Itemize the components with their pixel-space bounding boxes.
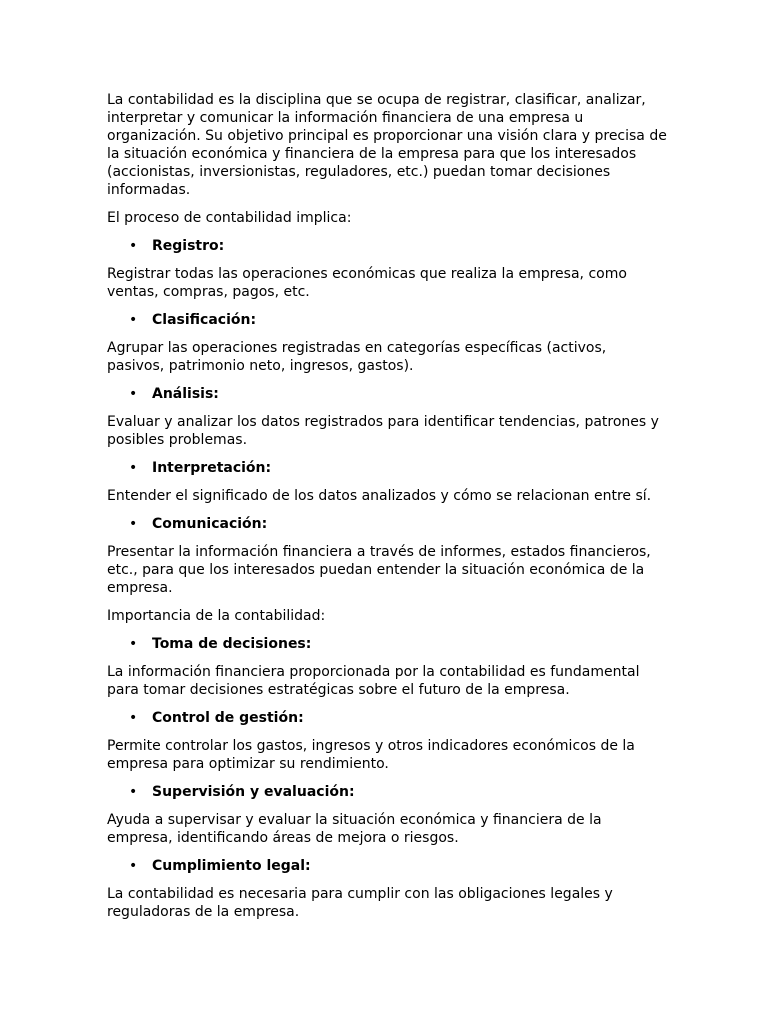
importance-bullet-control-de-gestion (107, 709, 667, 727)
bullet-term: Toma de decisiones: (152, 636, 312, 652)
process-desc-interpretacion: Entender el significado de los datos analizados y cómo se relacionan entre sí. (107, 488, 652, 504)
bullet-term: Comunicación: (152, 516, 268, 532)
process-desc-clasificacion: Agrupar las operaciones registradas en categorías específicas (activos, pasivos, patrimonio neto, ingresos, gastos). (107, 340, 607, 374)
process-desc-registro: Registrar todas las operaciones económicas que realiza la empresa, como ventas, compras, pagos, etc. (107, 266, 627, 300)
process-bullet-comunicacion (107, 515, 667, 533)
bullet-icon: • (129, 636, 138, 652)
bullet-icon: • (129, 710, 138, 726)
process-bullet-interpretacion (107, 459, 667, 477)
process-heading: El proceso de contabilidad implica: (107, 210, 352, 226)
bullet-icon: • (129, 516, 138, 532)
bullet-term: Control de gestión: (152, 710, 304, 726)
bullet-term: Análisis: (152, 386, 219, 402)
bullet-icon: • (129, 460, 138, 476)
process-bullet-registro (107, 237, 667, 255)
intro-paragraph: La contabilidad es la disciplina que se ocupa de registrar, clasificar, analizar, interpretar y comunicar la información financiera de una empresa u organización. Su objetivo principal es proporcionar una visión clara y precisa de la situación económica y financiera de la empresa para que los interesados (accionistas, inversionistas, reguladores, etc.) puedan tomar decisiones informadas. (107, 92, 667, 198)
importance-bullet-supervision (107, 783, 667, 801)
importance-desc-supervision: Ayuda a supervisar y evaluar la situación económica y financiera de la empresa, identificando áreas de mejora o riesgos. (107, 812, 602, 846)
process-desc-analisis: Evaluar y analizar los datos registrados para identificar tendencias, patrones y posibles problemas. (107, 414, 659, 448)
bullet-term: Clasificación: (152, 312, 257, 328)
bullet-icon: • (129, 312, 138, 328)
bullet-icon: • (129, 238, 138, 254)
importance-bullet-cumplimiento-legal (107, 857, 667, 875)
bullet-icon: • (129, 784, 138, 800)
bullet-term: Cumplimiento legal: (152, 858, 311, 874)
bullet-icon: • (129, 858, 138, 874)
importance-desc-toma-de-decisiones: La información financiera proporcionada por la contabilidad es fundamental para tomar decisiones estratégicas sobre el futuro de la empresa. (107, 664, 640, 698)
importance-desc-control-de-gestion: Permite controlar los gastos, ingresos y otros indicadores económicos de la empresa para optimizar su rendimiento. (107, 738, 635, 772)
bullet-term: Supervisión y evaluación: (152, 784, 355, 800)
bullet-term: Registro: (152, 238, 225, 254)
importance-bullet-toma-de-decisiones (107, 635, 667, 653)
bullet-icon: • (129, 386, 138, 402)
process-bullet-analisis (107, 385, 667, 403)
importance-heading: Importancia de la contabilidad: (107, 608, 326, 624)
process-desc-comunicacion: Presentar la información financiera a través de informes, estados financieros, etc., para que los interesados puedan entender la situación económica de la empresa. (107, 544, 651, 596)
process-bullet-clasificacion (107, 311, 667, 329)
importance-desc-cumplimiento-legal: La contabilidad es necesaria para cumplir con las obligaciones legales y reguladoras de la empresa. (107, 886, 613, 920)
document-page (107, 91, 667, 931)
bullet-term: Interpretación: (152, 460, 272, 476)
